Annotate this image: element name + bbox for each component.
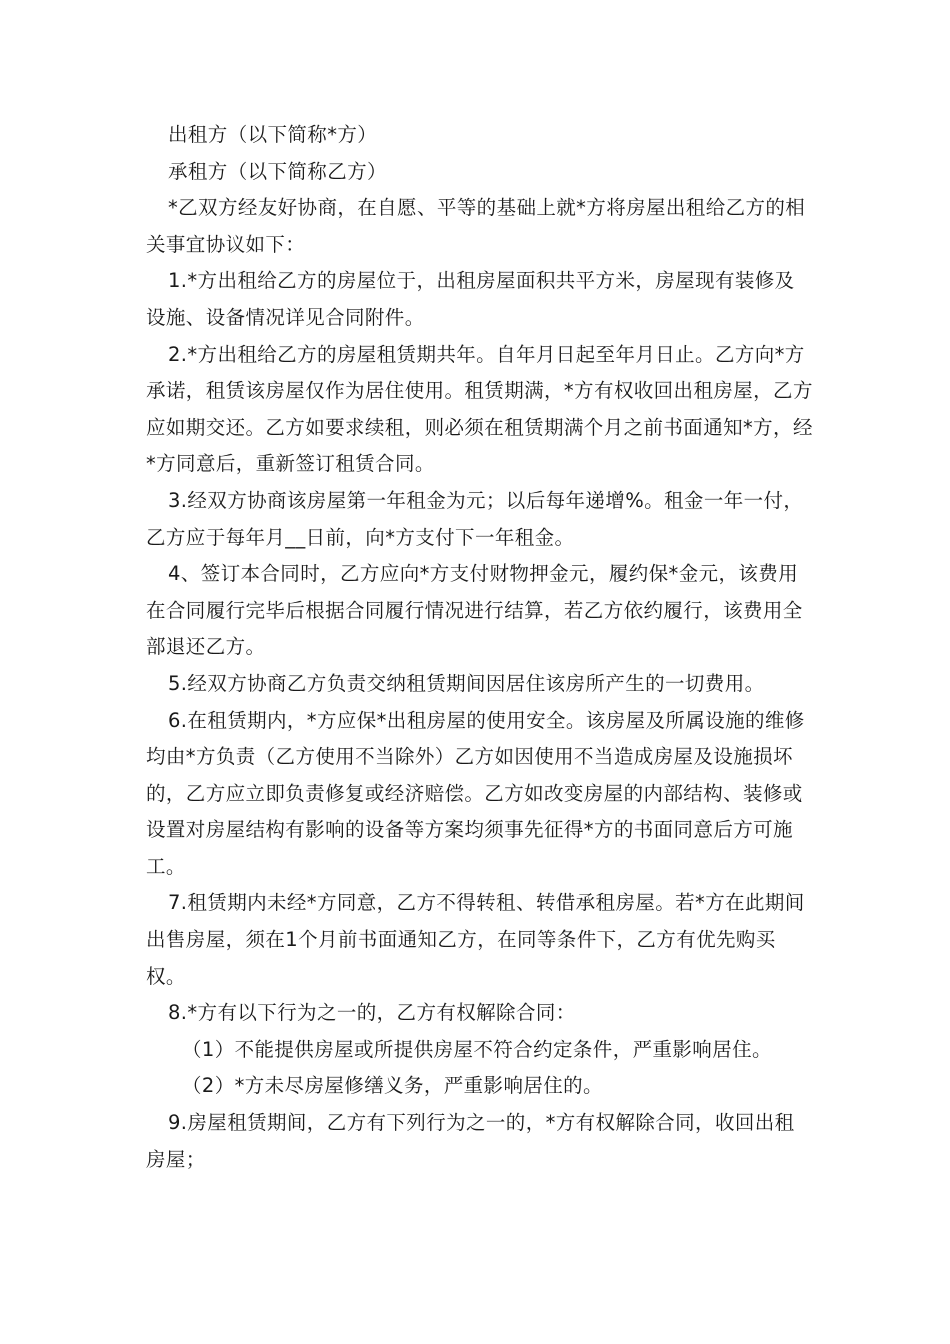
- paragraph-clause-4: 4、签订本合同时，乙方应向*方支付财物押金元，履约保*金元，该费用在合同履行完毕后根据合同履行情况进行结算，若乙方依约履行，该费用全部退还乙方。: [146, 562, 803, 659]
- paragraph-lessee: 承租方（以下简称乙方）: [168, 159, 387, 183]
- paragraph-clause-8: 8.*方有以下行为之一的，乙方有权解除合同：: [168, 1001, 576, 1025]
- paragraph-clause-9: 9.房屋租赁期间，乙方有下列行为之一的，*方有权解除合同，收回出租房屋；: [146, 1111, 795, 1171]
- paragraph-clause-6: 6.在租赁期内，*方应保*出租房屋的使用安全。该房屋及所属设施的维修均由*方负责（乙方使用不当除外）乙方如因使用不当造成房屋及设施损坏的，乙方应立即负责修复或经济赔偿。乙方如改变房屋的内部结构、装修或设置对房屋结构有影响的设备等方案均须事先征得*方的书面同意后方可施工。: [146, 708, 805, 878]
- paragraph-clause-2: 2.*方出租给乙方的房屋租赁期共年。自年月日起至年月日止。乙方向*方承诺，租赁该房屋仅作为居住使用。租赁期满，*方有权收回出租房屋，乙方应如期交还。乙方如要求续租，则必须在租赁期满个月之前书面通知*方，经*方同意后，重新签订租赁合同。: [146, 342, 813, 476]
- paragraph-clause-1: 1.*方出租给乙方的房屋位于，出租房屋面积共平方米，房屋现有装修及设施、设备情况详见合同附件。: [146, 269, 795, 329]
- paragraph-preamble: *乙双方经友好协商，在自愿、平等的基础上就*方将房屋出租给乙方的相关事宜协议如下：: [146, 196, 806, 256]
- paragraph-clause-8-item-2: （2）*方未尽房屋修缮义务，严重影响居住的。: [182, 1074, 603, 1098]
- paragraph-lessor: 出租方（以下简称*方）: [168, 123, 378, 146]
- paragraph-clause-7: 7.租赁期内未经*方同意，乙方不得转租、转借承租房屋。若*方在此期间出售房屋，须在1个月前书面通知乙方，在同等条件下，乙方有优先购买权。: [146, 891, 805, 988]
- paragraph-clause-3: 3.经双方协商该房屋第一年租金为元；以后每年递增%。租金一年一付，乙方应于每年月__日前，向*方支付下一年租金。: [146, 488, 804, 549]
- document-body: [146, 117, 814, 1178]
- paragraph-clause-8-item-1: （1）不能提供房屋或所提供房屋不符合约定条件，严重影响居住。: [182, 1037, 772, 1061]
- paragraph-clause-5: 5.经双方协商乙方负责交纳租赁期间因居住该房所产生的一切费用。: [168, 671, 765, 695]
